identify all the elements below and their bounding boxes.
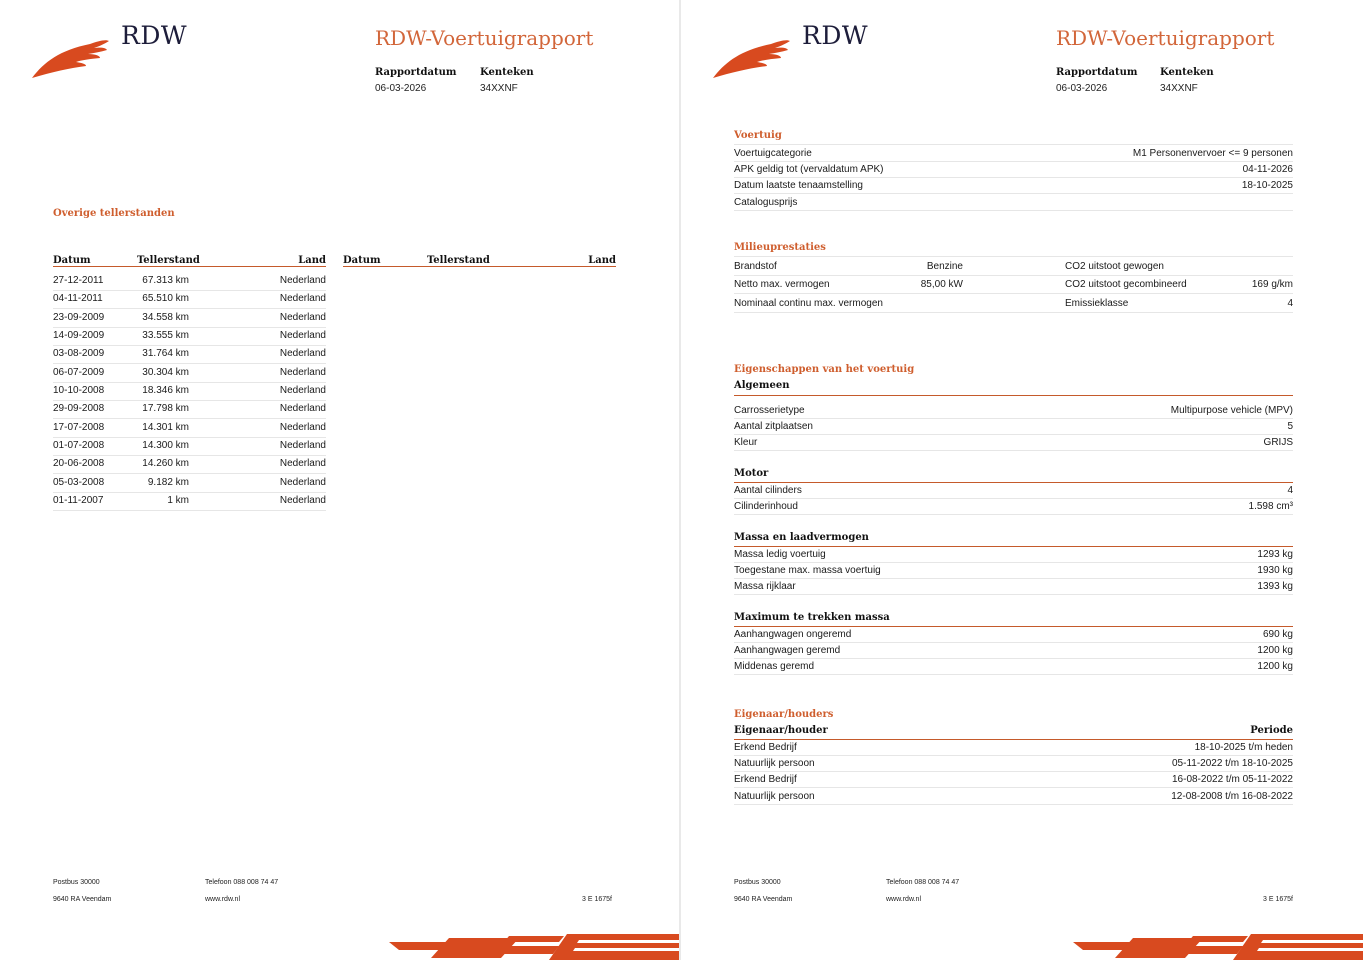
motor-row: [734, 499, 1293, 515]
footer-address-2: 9640 RA Veendam: [734, 896, 793, 903]
towing-value: 1200 kg: [1257, 645, 1293, 657]
odometer-date: 01-11-2007: [53, 494, 104, 506]
towing-row: [734, 627, 1293, 643]
plate-value: 34XXNF: [1160, 83, 1198, 94]
odometer-row: [53, 437, 326, 456]
mass-subsection-title: Massa en laadvermogen: [734, 532, 869, 543]
vehicle-value: 04-11-2026: [1242, 164, 1293, 176]
general-subsection-title: Algemeen: [734, 380, 790, 391]
general-row: [734, 419, 1293, 435]
vehicle-section-title: Voertuig: [734, 130, 782, 141]
logo-text: RDW: [121, 21, 188, 50]
owner-value: 12-08-2008 t/m 16-08-2022: [1171, 790, 1293, 802]
odometer-date: 14-09-2009: [53, 329, 105, 341]
odometer-row: [53, 290, 326, 309]
env-label-2: CO2 uitstoot gewogen: [1065, 261, 1164, 272]
towing-value: 690 kg: [1262, 629, 1293, 640]
odometer-country: Nederland: [279, 421, 326, 433]
towing-row: [734, 659, 1293, 675]
vehicle-row: [734, 146, 1293, 162]
footer-address-2: 9640 RA Veendam: [53, 896, 112, 903]
motor-value: 1.598 cm³: [1248, 501, 1293, 513]
odometer-country: Nederland: [279, 476, 326, 488]
footer-stripes-icon: [389, 932, 679, 960]
odometer-date: 01-07-2008: [53, 439, 105, 451]
odometer-reading: 14.300 km: [142, 439, 189, 451]
odometer-reading: 33.555 km: [142, 329, 189, 341]
odometer-row: [53, 455, 326, 474]
env-label-2: CO2 uitstoot gecombineerd: [1065, 279, 1187, 291]
owner-label: Erkend Bedrijf: [734, 774, 797, 786]
odometer-country: Nederland: [279, 275, 326, 286]
vehicle-label: Datum laatste tenaamstelling: [734, 180, 863, 192]
odometer-date: 10-10-2008: [53, 384, 105, 396]
odometer-reading: 18.346 km: [142, 384, 189, 396]
mass-row: [734, 563, 1293, 579]
odometer-row: [53, 382, 326, 401]
towing-label: Aanhangwagen ongeremd: [734, 629, 852, 640]
odometer-country: Nederland: [279, 494, 326, 506]
environment-row: [734, 295, 1293, 313]
footer-web: www.rdw.nl: [886, 896, 922, 903]
environment-section-title: Milieuprestaties: [734, 242, 826, 253]
odometer-reading: 9.182 km: [147, 476, 189, 488]
report-title: RDW-Voertuigrapport: [1056, 26, 1275, 50]
report-date-label: Rapportdatum: [1056, 67, 1138, 78]
towing-label: Middenas geremd: [734, 661, 815, 673]
odometer-country: Nederland: [279, 439, 326, 451]
vehicle-label: Catalogusprijs: [734, 196, 798, 208]
env-label-1: Brandstof: [734, 261, 777, 272]
vehicle-row: [734, 162, 1293, 178]
env-label-2: Emissieklasse: [1065, 297, 1129, 309]
mass-label: Massa ledig voertuig: [734, 549, 826, 560]
odometer-row: [53, 345, 326, 364]
odometer-row: [53, 474, 326, 493]
env-value-2: 169 g/km: [1251, 279, 1293, 291]
col-header-date-2: Datum: [343, 255, 381, 266]
odometer-row: [53, 327, 326, 346]
mass-label: Massa rijklaar: [734, 581, 796, 593]
plate-label: Kenteken: [480, 67, 534, 78]
owner-row: [734, 772, 1293, 788]
odometer-reading: 14.260 km: [142, 458, 189, 470]
plate-value: 34XXNF: [480, 83, 518, 94]
table-header-rule-2: [343, 266, 616, 267]
odometer-date: 20-06-2008: [53, 458, 105, 470]
general-value: 5: [1287, 421, 1293, 433]
owner-value: 18-10-2025 t/m heden: [1194, 742, 1293, 753]
odometer-country: Nederland: [279, 458, 326, 470]
owners-section-title: Eigenaar/houders: [734, 709, 834, 720]
owner-label: Natuurlijk persoon: [734, 758, 815, 770]
table-header-rule: [53, 266, 326, 267]
odometer-country: Nederland: [279, 403, 326, 415]
towing-row: [734, 643, 1293, 659]
motor-label: Aantal cilinders: [734, 485, 802, 496]
general-value: Multipurpose vehicle (MPV): [1170, 405, 1293, 416]
mass-value: 1393 kg: [1257, 581, 1293, 593]
env-value-1: Benzine: [926, 261, 963, 272]
col-header-reading: Tellerstand: [137, 255, 200, 266]
odometer-date: 04-11-2011: [53, 293, 103, 305]
odometer-section-title: Overige tellerstanden: [53, 208, 175, 219]
odometer-reading: 67.313 km: [142, 275, 189, 286]
properties-section-title: Eigenschappen van het voertuig: [734, 364, 915, 375]
towing-value: 1200 kg: [1257, 661, 1293, 673]
environment-row: [734, 276, 1293, 294]
owners-col-period: Periode: [1250, 725, 1293, 736]
environment-section-rule: [734, 256, 1293, 257]
general-row: [734, 403, 1293, 419]
rdw-logo-icon: [711, 36, 791, 80]
env-value-1: 85,00 kW: [920, 279, 963, 291]
general-value: GRIJS: [1263, 437, 1293, 449]
report-date-label: Rapportdatum: [375, 67, 457, 78]
footer-web: www.rdw.nl: [205, 896, 241, 903]
col-header-date: Datum: [53, 255, 91, 266]
motor-row: [734, 483, 1293, 499]
odometer-reading: 31.764 km: [142, 348, 189, 360]
footer-code: 3 E 1675f: [582, 896, 612, 903]
motor-subsection-title: Motor: [734, 468, 769, 479]
odometer-reading: 1 km: [167, 494, 189, 506]
vehicle-row: [734, 195, 1293, 211]
odometer-row: [53, 364, 326, 383]
mass-row: [734, 579, 1293, 595]
towing-subsection-title: Maximum te trekken massa: [734, 612, 890, 623]
vehicle-label: Voertuigcategorie: [734, 148, 812, 159]
odometer-country: Nederland: [279, 329, 326, 341]
owner-value: 16-08-2022 t/m 05-11-2022: [1171, 774, 1293, 786]
odometer-row: [53, 272, 326, 291]
motor-label: Cilinderinhoud: [734, 501, 798, 513]
general-label: Carrosserietype: [734, 405, 805, 416]
odometer-date: 03-08-2009: [53, 348, 105, 360]
general-label: Kleur: [734, 437, 758, 449]
odometer-country: Nederland: [279, 311, 326, 323]
odometer-row: [53, 492, 326, 511]
odometer-reading: 14.301 km: [142, 421, 189, 433]
report-page-left: [0, 0, 679, 960]
owner-row: [734, 756, 1293, 772]
odometer-date: 05-03-2008: [53, 476, 105, 488]
vehicle-value: 18-10-2025: [1241, 180, 1293, 192]
report-date-value: 06-03-2026: [1056, 83, 1108, 94]
odometer-reading: 17.798 km: [142, 403, 189, 415]
odometer-country: Nederland: [279, 366, 326, 378]
env-label-1: Netto max. vermogen: [734, 279, 830, 291]
footer-phone: Telefoon 088 008 74 47: [886, 879, 960, 886]
report-title: RDW-Voertuigrapport: [375, 26, 594, 50]
odometer-date: 23-09-2009: [53, 311, 105, 323]
footer-address-1: Postbus 30000: [734, 879, 781, 886]
odometer-country: Nederland: [279, 348, 326, 360]
vehicle-row: [734, 178, 1293, 194]
odometer-date: 06-07-2009: [53, 366, 105, 378]
environment-row: [734, 258, 1293, 276]
report-date-value: 06-03-2026: [375, 83, 427, 94]
odometer-reading: 34.558 km: [142, 311, 189, 323]
general-row: [734, 435, 1293, 451]
mass-row: [734, 547, 1293, 563]
logo-text: RDW: [802, 21, 869, 50]
footer-address-1: Postbus 30000: [53, 879, 100, 886]
general-subsection-rule: [734, 395, 1293, 396]
odometer-row: [53, 419, 326, 438]
mass-value: 1930 kg: [1257, 565, 1293, 577]
mass-value: 1293 kg: [1257, 549, 1293, 560]
odometer-date: 17-07-2008: [53, 421, 105, 433]
footer-stripes-icon: [1073, 932, 1363, 960]
footer-code: 3 E 1675f: [1263, 896, 1293, 903]
plate-label: Kenteken: [1160, 67, 1214, 78]
odometer-country: Nederland: [279, 384, 326, 396]
col-header-country-2: Land: [588, 255, 616, 266]
mass-label: Toegestane max. massa voertuig: [734, 565, 881, 577]
odometer-row: [53, 400, 326, 419]
odometer-date: 29-09-2008: [53, 403, 105, 415]
vehicle-label: APK geldig tot (vervaldatum APK): [734, 164, 884, 176]
vehicle-section-rule: [734, 144, 1293, 145]
env-label-1: Nominaal continu max. vermogen: [734, 297, 883, 309]
footer-phone: Telefoon 088 008 74 47: [205, 879, 279, 886]
vehicle-value: M1 Personenvervoer <= 9 personen: [1132, 148, 1293, 159]
owner-label: Natuurlijk persoon: [734, 790, 815, 802]
owners-col-owner: Eigenaar/houder: [734, 725, 828, 736]
col-header-reading-2: Tellerstand: [427, 255, 490, 266]
env-value-2: 4: [1287, 297, 1293, 309]
odometer-reading: 30.304 km: [142, 366, 189, 378]
towing-label: Aanhangwagen geremd: [734, 645, 841, 657]
odometer-country: Nederland: [279, 293, 326, 305]
motor-value: 4: [1287, 485, 1293, 496]
owner-label: Erkend Bedrijf: [734, 742, 797, 753]
odometer-reading: 65.510 km: [142, 293, 189, 305]
odometer-date: 27-12-2011: [53, 275, 104, 286]
col-header-country: Land: [298, 255, 326, 266]
owner-row: [734, 789, 1293, 805]
rdw-logo-icon: [30, 36, 110, 80]
odometer-row: [53, 309, 326, 328]
owner-value: 05-11-2022 t/m 18-10-2025: [1171, 758, 1293, 770]
owner-row: [734, 740, 1293, 756]
general-label: Aantal zitplaatsen: [734, 421, 813, 433]
